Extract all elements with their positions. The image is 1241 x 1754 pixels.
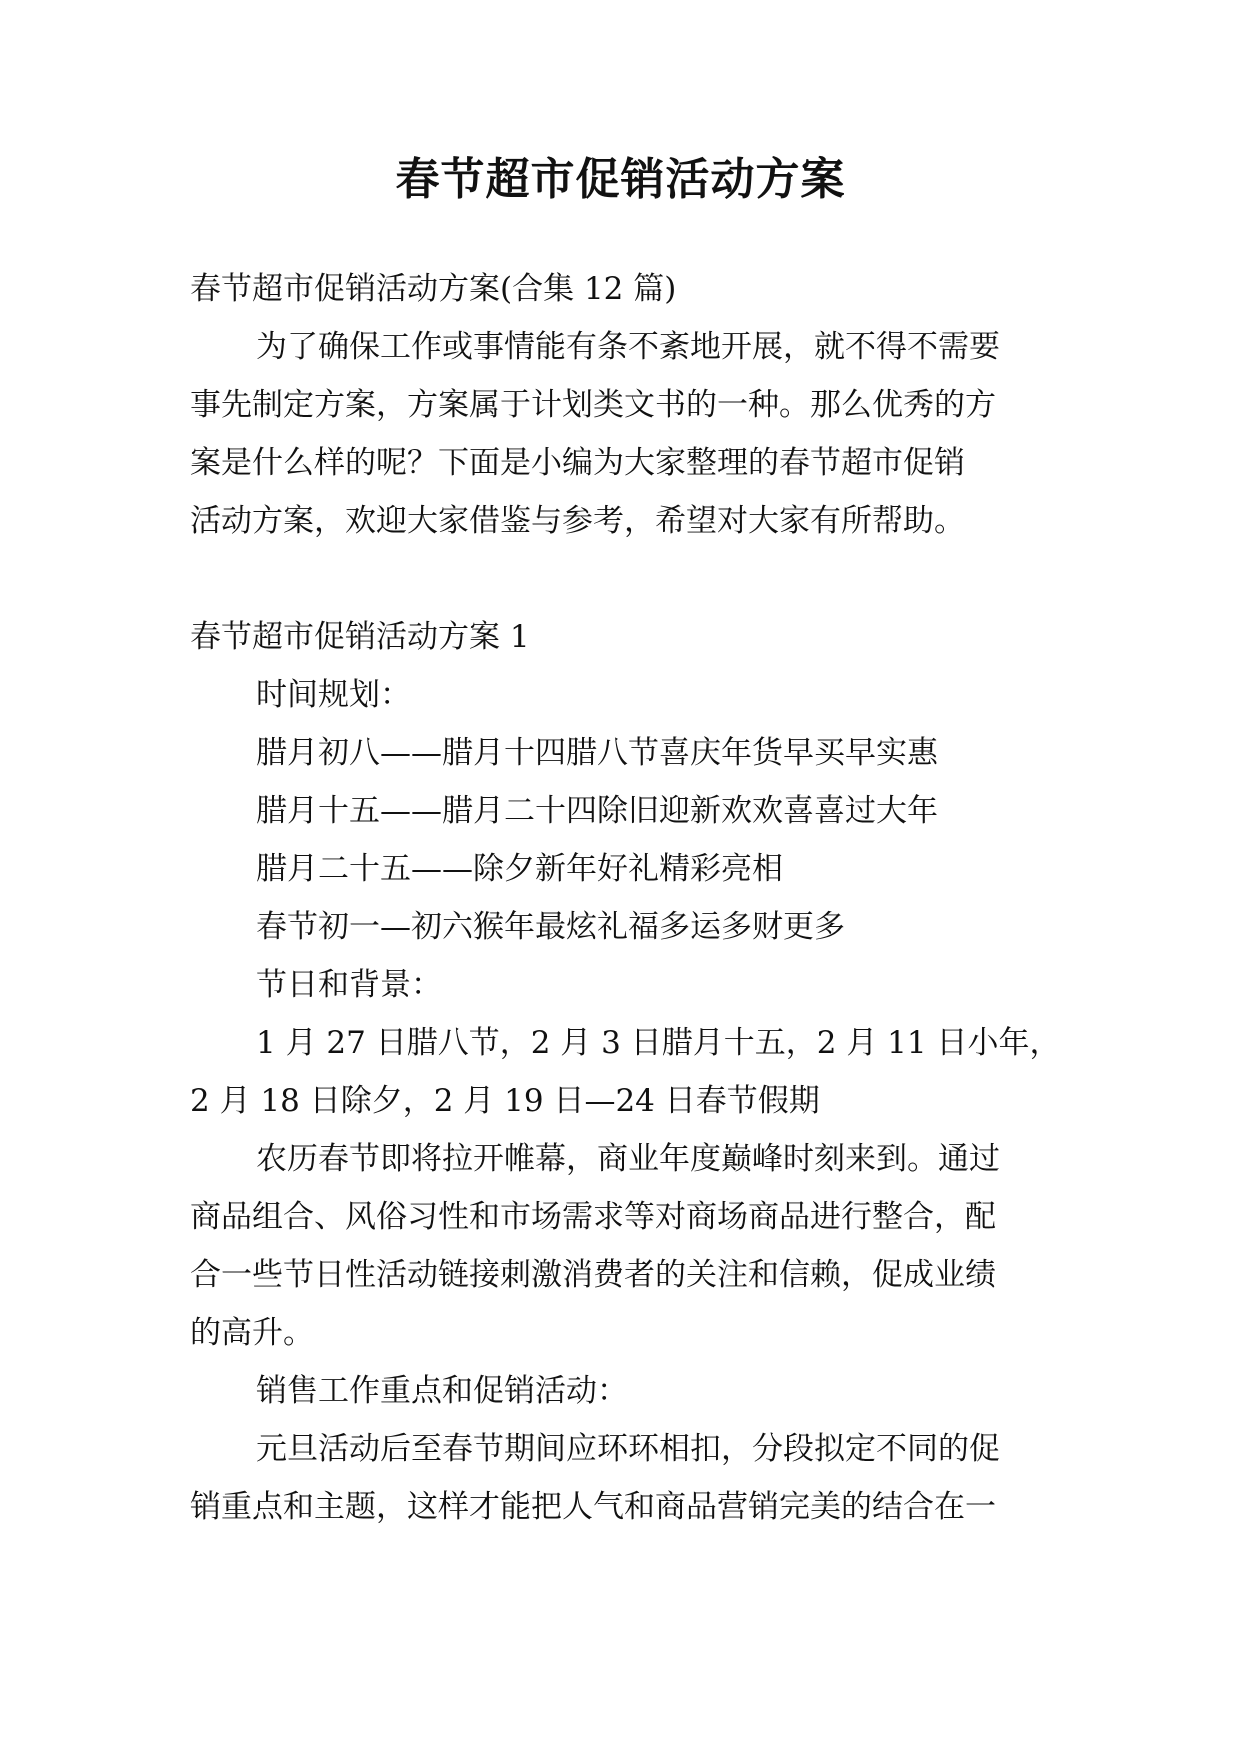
document-title: 春节超市促销活动方案 [395,154,846,205]
holiday-label: 节日和背景： [256,967,442,1003]
time-plan-item: 腊月初八——腊月十四腊八节喜庆年货早买早实惠 [256,735,938,771]
intro-line: 活动方案，欢迎大家借鉴与参考，希望对大家有所帮助。 [190,503,965,539]
subtitle: 春节超市促销活动方案(合集 12 篇) [190,271,677,307]
background-line: 合一些节日性活动链接刺激消费者的关注和信赖，促成业绩 [190,1257,996,1293]
holiday-line: 1 月 27 日腊八节，2 月 3 日腊月十五，2 月 11 日小年， [256,1025,1061,1061]
time-plan-item: 春节初一—初六猴年最炫礼福多运多财更多 [256,909,845,945]
paragraph-gap [190,550,1050,608]
time-plan-item: 腊月二十五——除夕新年好礼精彩亮相 [256,851,783,887]
sales-line: 销重点和主题，这样才能把人气和商品营销完美的结合在一 [190,1489,996,1525]
background-line: 商品组合、风俗习性和市场需求等对商场商品进行整合，配 [190,1199,996,1235]
background-line: 农历春节即将拉开帷幕，商业年度巅峰时刻来到。通过 [256,1141,1000,1177]
intro-line: 事先制定方案，方案属于计划类文书的一种。那么优秀的方 [190,387,996,423]
sales-line: 元旦活动后至春节期间应环环相扣，分段拟定不同的促 [256,1431,1000,1467]
time-plan-item: 腊月十五——腊月二十四除旧迎新欢欢喜喜过大年 [256,793,938,829]
intro-line: 案是什么样的呢？下面是小编为大家整理的春节超市促销 [190,445,965,481]
section-heading: 春节超市促销活动方案 1 [190,619,530,655]
intro-line: 为了确保工作或事情能有条不紊地开展，就不得不需要 [256,329,1000,365]
holiday-line: 2 月 18 日除夕，2 月 19 日—24 日春节假期 [190,1083,820,1119]
document-body [190,260,1061,1536]
sales-label: 销售工作重点和促销活动： [256,1373,628,1409]
background-line: 的高升。 [190,1315,314,1351]
time-plan-label: 时间规划： [256,677,411,713]
